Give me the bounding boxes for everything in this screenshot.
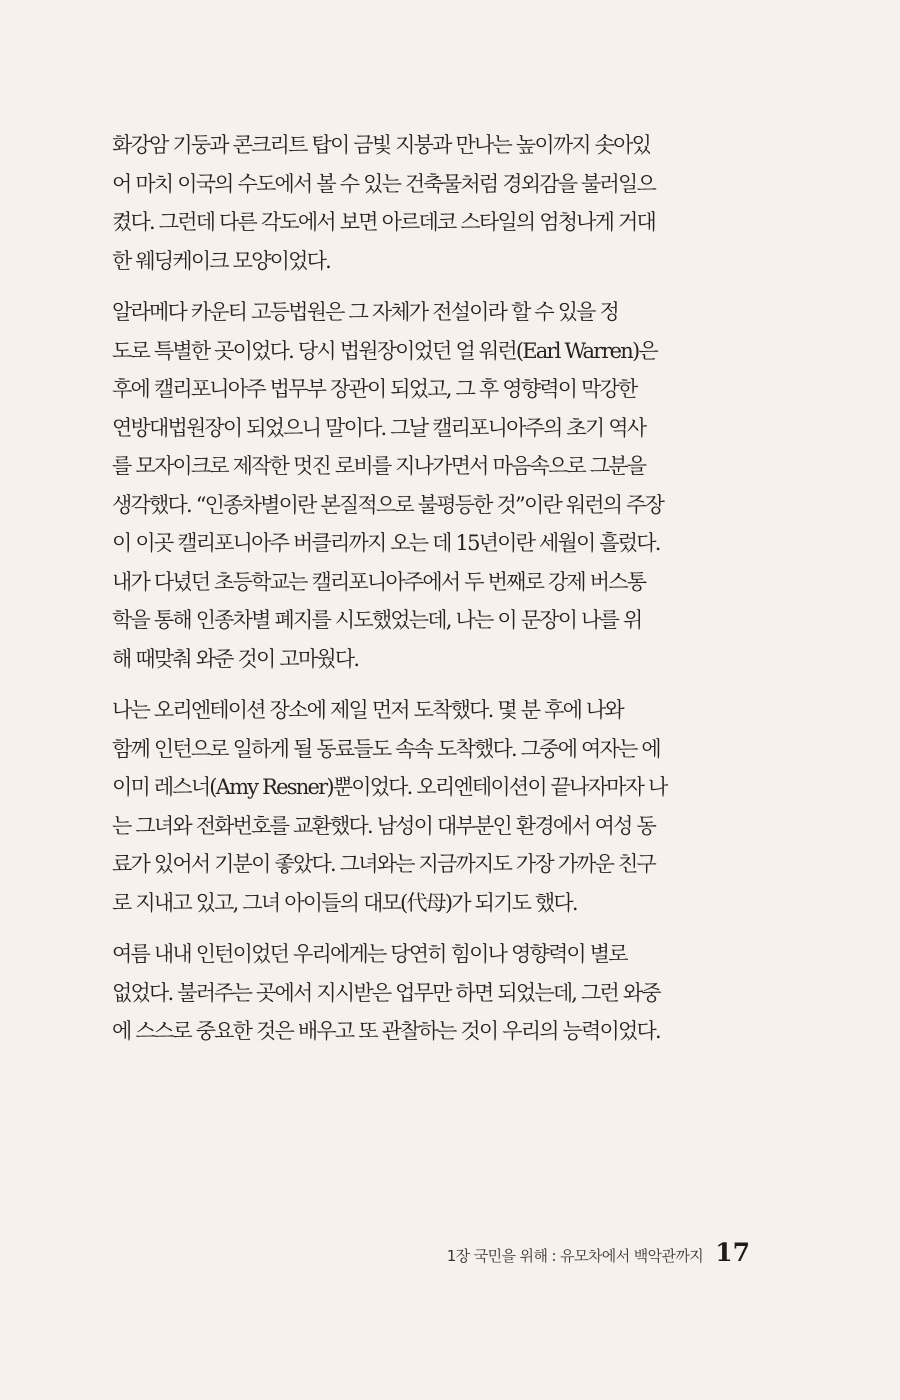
text-line: 나는 오리엔테이션 장소에 제일 먼저 도착했다. 몇 분 후에 나와 [112, 698, 623, 722]
text-line: 생각했다. “인종차별이란 본질적으로 불평등한 것”이란 워런의 주장 [112, 492, 664, 517]
page-footer [447, 1238, 750, 1274]
text-line: 에 스스로 중요한 것은 배우고 또 관찰하는 것이 우리의 능력이었다. [112, 1019, 660, 1043]
text-line: 를 모자이크로 제작한 멋진 로비를 지나가면서 마음속으로 그분을 [112, 454, 646, 478]
text-line: 알라메다 카운티 고등법원은 그 자체가 전설이라 할 수 있을 정 [112, 300, 619, 324]
paragraph-gap [112, 922, 757, 935]
text-line: 는 그녀와 전화번호를 교환했다. 남성이 대부분인 환경에서 여성 동 [112, 813, 655, 838]
body-text [112, 126, 757, 1051]
text-line: 이 이곳 캘리포니아주 버클리까지 오는 데 15년이란 세월이 흘렀다. [112, 531, 660, 555]
paragraph-gap [112, 280, 757, 293]
text-line: 여름 내내 인턴이었던 우리에게는 당연히 힘이나 영향력이 별로 [112, 942, 627, 966]
text-line: 로 지내고 있고, 그녀 아이들의 대모(代母)가 되기도 했다. [112, 890, 577, 915]
text-line: 없었다. 불러주는 곳에서 지시받은 업무만 하면 되었는데, 그런 와중 [112, 980, 660, 1005]
paragraph [112, 293, 757, 678]
text-line: 이미 레스너(Amy Resner)뿐이었다. 오리엔테이션이 끝나자마자 나 [112, 775, 667, 799]
text-line: 도로 특별한 곳이었다. 당시 법원장이었던 얼 워런(Earl Warren)은 [112, 338, 657, 363]
running-head: 1장 국민을 위해 : 유모차에서 백악관까지 [446, 1247, 704, 1265]
text-line: 후에 캘리포니아주 법무부 장관이 되었고, 그 후 영향력이 막강한 [112, 377, 637, 401]
paragraph [112, 126, 757, 280]
paragraph-gap [112, 678, 757, 691]
page-number: 17 [715, 1238, 750, 1267]
text-line: 켰다. 그런데 다른 각도에서 보면 아르데코 스타일의 엄청나게 거대 [112, 210, 655, 234]
text-line: 해 때맞춰 와준 것이 고마웠다. [112, 646, 359, 671]
text-line: 화강암 기둥과 콘크리트 탑이 금빛 지붕과 만나는 높이까지 솟아있 [112, 133, 651, 157]
text-line: 료가 있어서 기분이 좋았다. 그녀와는 지금까지도 가장 가까운 친구 [112, 852, 655, 876]
text-line: 연방대법원장이 되었으니 말이다. 그날 캘리포니아주의 초기 역사 [112, 415, 646, 440]
paragraph [112, 691, 757, 922]
text-line: 학을 통해 인종차별 폐지를 시도했었는데, 나는 이 문장이 나를 위 [112, 608, 642, 632]
paragraph [112, 935, 757, 1051]
text-line: 내가 다녔던 초등학교는 캘리포니아주에서 두 번째로 강제 버스통 [112, 569, 646, 594]
text-line: 함께 인턴으로 일하게 될 동료들도 속속 도착했다. 그중에 여자는 에 [112, 736, 660, 761]
text-line: 어 마치 이국의 수도에서 볼 수 있는 건축물처럼 경외감을 불러일으 [112, 171, 655, 196]
text-line: 한 웨딩케이크 모양이었다. [112, 248, 330, 273]
